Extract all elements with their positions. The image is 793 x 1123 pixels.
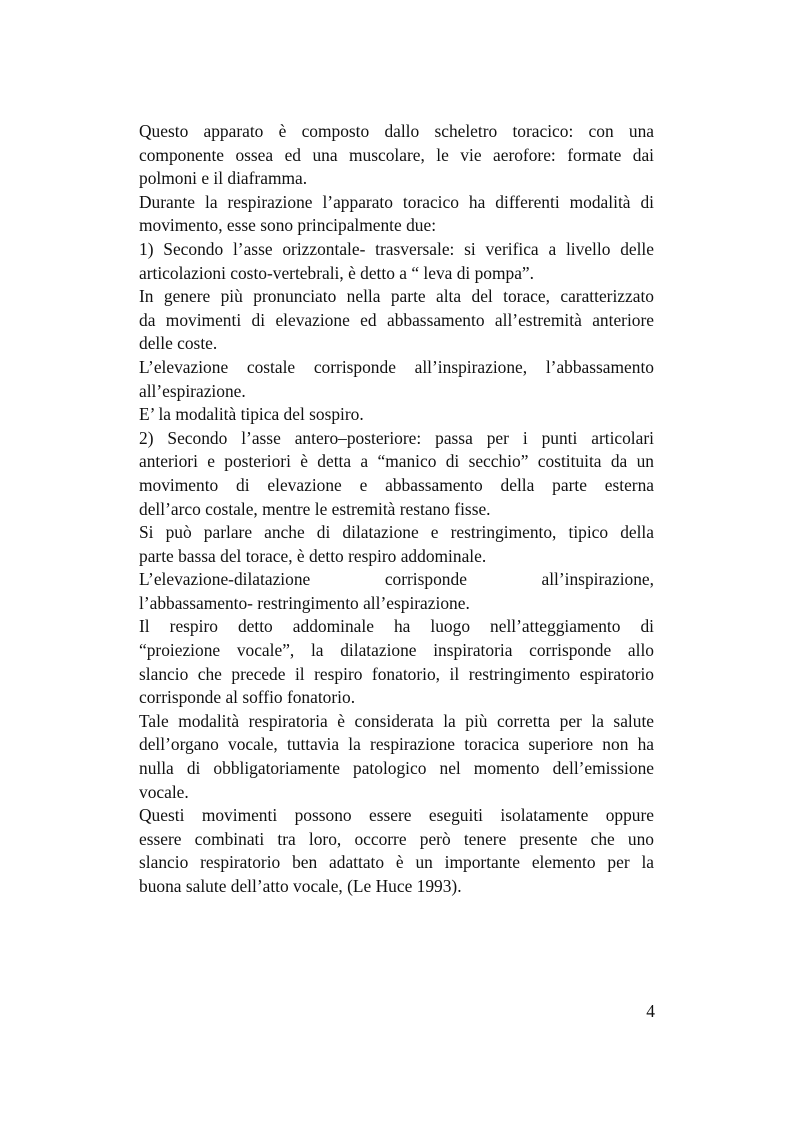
text-line: Tale modalità respiratoria è considerata la più corretta per la salute (139, 710, 654, 731)
text-line: L’elevazione-dilatazione corrisponde all’inspirazione, (139, 569, 654, 590)
text-line: nulla di obbligatoriamente patologico nel momento dell’emissione (139, 758, 654, 779)
text-line: parte bassa del torace, è detto respiro addominale. (139, 545, 487, 566)
text-line: delle coste. (139, 333, 218, 354)
text-line: slancio che precede il respiro fonatorio, il restringimento espiratorio (139, 663, 654, 684)
text-line: essere combinati tra loro, occorre però tenere presente che uno (139, 828, 654, 849)
text-line: l’abbassamento- restringimento all’espirazione. (139, 592, 470, 613)
page-number: 4 (646, 1001, 655, 1021)
text-line: 1) Secondo l’asse orizzontale- trasversale: si verifica a livello delle (139, 238, 654, 259)
text-line: In genere più pronunciato nella parte alta del torace, caratterizzato (139, 286, 654, 307)
text-line: componente ossea ed una muscolare, le vie aerofore: formate dai (139, 144, 654, 165)
text-line: dell’organo vocale, tuttavia la respirazione toracica superiore non ha (139, 734, 654, 755)
text-line: L’elevazione costale corrisponde all’inspirazione, l’abbassamento (139, 356, 654, 377)
text-line: articolazioni costo-vertebrali, è detto a “ leva di pompa”. (139, 262, 534, 283)
text-line: Il respiro detto addominale ha luogo nell’atteggiamento di (139, 616, 654, 637)
text-line: E’ la modalità tipica del sospiro. (139, 404, 364, 425)
text-line: vocale. (139, 781, 189, 802)
text-line: anteriori e posteriori è detta a “manico di secchio” costituita da un (139, 451, 654, 472)
text-line: Durante la respirazione l’apparato toracico ha differenti modalità di (139, 191, 654, 212)
text-line: corrisponde al soffio fonatorio. (139, 687, 356, 708)
body-text (139, 120, 654, 899)
text-line: “proiezione vocale”, la dilatazione inspiratoria corrisponde allo (139, 640, 654, 661)
text-line: da movimenti di elevazione ed abbassamento all’estremità anteriore (139, 309, 654, 330)
text-line: movimento, esse sono principalmente due: (139, 215, 437, 236)
text-line: 2) Secondo l’asse antero–posteriore: passa per i punti articolari (139, 427, 654, 448)
text-line: all’espirazione. (139, 380, 246, 401)
text-line: Questi movimenti possono essere eseguiti isolatamente oppure (139, 805, 654, 826)
text-line: movimento di elevazione e abbassamento della parte esterna (139, 474, 654, 495)
text-line: Si può parlare anche di dilatazione e restringimento, tipico della (139, 522, 654, 543)
text-line: polmoni e il diaframma. (139, 168, 308, 189)
text-line: buona salute dell’atto vocale, (Le Huce 1993). (139, 876, 462, 896)
text-line: dell’arco costale, mentre le estremità restano fisse. (139, 498, 491, 519)
text-line: Questo apparato è composto dallo scheletro toracico: con una (139, 121, 654, 141)
text-line: slancio respiratorio ben adattato è un importante elemento per la (139, 852, 654, 873)
